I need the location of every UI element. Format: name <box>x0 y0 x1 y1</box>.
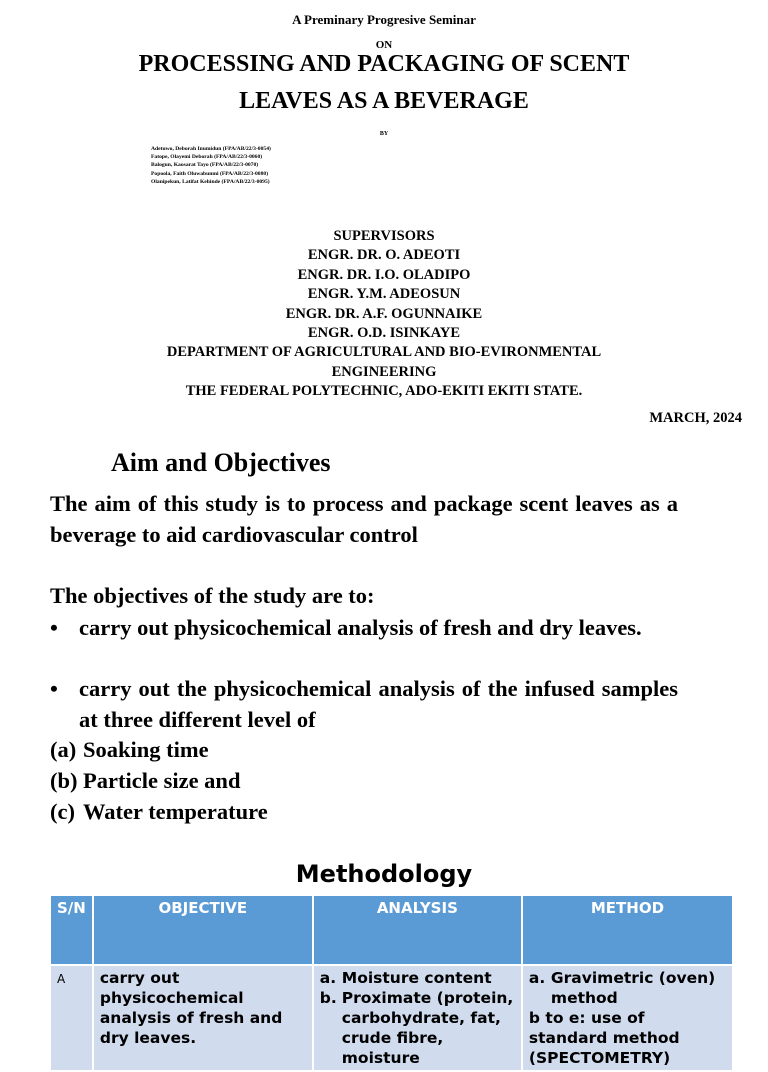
sub-objective-letter: (b) <box>50 768 78 793</box>
sub-objective-item <box>50 765 240 796</box>
supervisors-block <box>0 227 768 402</box>
objective-text: carry out physicochemical analysis of fresh and dry leaves. <box>79 615 642 640</box>
seminar-title: A Preminary Progresive Seminar <box>292 12 476 27</box>
row-method <box>522 965 733 1071</box>
supervisor-name: ENGR. O.D. ISINKAYE <box>307 325 461 342</box>
analysis-item <box>320 988 515 1068</box>
department-line-1: DEPARTMENT OF AGRICULTURAL AND BIO-EVIRONMENTAL <box>166 344 602 361</box>
supervisor-name: ENGR. DR. O. ADEOTI <box>307 247 461 264</box>
supervisor-name: ENGR. Y.M. ADEOSUN <box>307 286 461 303</box>
objective-text: carry out the physicochemical analysis of the infused samples at three different level of <box>79 676 678 732</box>
column-header-analysis: ANALYSIS <box>313 895 522 965</box>
method-item-text: b to e: use of standard method (SPECTOMETRY) <box>528 1009 680 1067</box>
row-sn: A <box>50 965 93 1071</box>
bullet-icon: • <box>50 615 58 640</box>
sub-objective-text: Water temperature <box>83 799 268 824</box>
author-name: Balogun, Kaosarat Tayo (FPA/AB/22/3-0070) <box>151 162 259 169</box>
column-header-method: METHOD <box>522 895 733 965</box>
supervisor-name: ENGR. DR. I.O. OLADIPO <box>297 266 471 283</box>
analysis-item <box>320 968 515 988</box>
bullet-icon: • <box>50 676 58 701</box>
author-name: Olanipekun, Latifat Kehinde (FPA/AB/22/3-0095) <box>151 178 270 185</box>
presentation-date: MARCH, 2024 <box>649 410 742 426</box>
sub-objective-text: Soaking time <box>83 737 209 762</box>
author-list <box>151 145 271 186</box>
analysis-item-text: Proximate (protein, carbohydrate, fat, crude fibre, moisture <box>341 989 514 1067</box>
methodology-table <box>49 894 734 1072</box>
sub-objective-letter: (c) <box>50 799 75 824</box>
objective-bullet <box>50 612 678 643</box>
column-header-objective: OBJECTIVE <box>93 895 313 965</box>
by-label: BY <box>379 131 389 137</box>
objective-bullet <box>50 673 678 735</box>
row-objective: carry out physicochemical analysis of fresh and dry leaves. <box>93 965 313 1071</box>
objectives-intro: The objectives of the study are to: <box>50 583 375 608</box>
sub-objective-letter: (a) <box>50 737 77 762</box>
aim-heading: Aim and Objectives <box>111 448 331 477</box>
author-name: Popoola, Faith Oluwabunmi (FPA/AB/22/3-0080) <box>151 170 269 177</box>
methodology-heading: Methodology <box>295 860 473 888</box>
row-analysis <box>313 965 522 1071</box>
author-name: Fatope, Olayemi Deborah (FPA/AB/22/3-0060) <box>151 154 263 161</box>
supervisor-name: ENGR. DR. A.F. OGUNNAIKE <box>285 305 483 322</box>
institution-name: THE FEDERAL POLYTECHNIC, ADO-EKITI EKITI STATE. <box>185 383 583 400</box>
department-line-2: ENGINEERING <box>331 363 437 380</box>
table-row <box>50 965 733 1071</box>
author-name: Adetuwo, Deborah Inumidun (FPA/AB/22/3-0054) <box>151 146 271 152</box>
main-title-line-2: LEAVES AS A BEVERAGE <box>239 88 529 114</box>
main-title-line-1: PROCESSING AND PACKAGING OF SCENT <box>138 51 630 77</box>
sub-objective-item <box>50 734 209 765</box>
on-label: ON <box>375 39 393 51</box>
table-header-row <box>50 895 733 965</box>
analysis-item-label: a. <box>319 969 337 987</box>
analysis-item-label: b. <box>319 989 337 1007</box>
method-item-text: Gravimetric (oven) method <box>550 969 716 1007</box>
column-header-sn: S/N <box>50 895 93 965</box>
sub-objective-item <box>50 796 268 827</box>
analysis-item-text: Moisture content <box>341 969 492 987</box>
method-item <box>529 968 726 1008</box>
sub-objective-text: Particle size and <box>83 768 241 793</box>
supervisors-heading: SUPERVISORS <box>333 228 435 244</box>
method-item-label: a. <box>528 969 546 987</box>
aim-text: The aim of this study is to process and package scent leaves as a beverage to aid cardiovascular control <box>50 491 678 547</box>
main-title <box>0 46 768 120</box>
